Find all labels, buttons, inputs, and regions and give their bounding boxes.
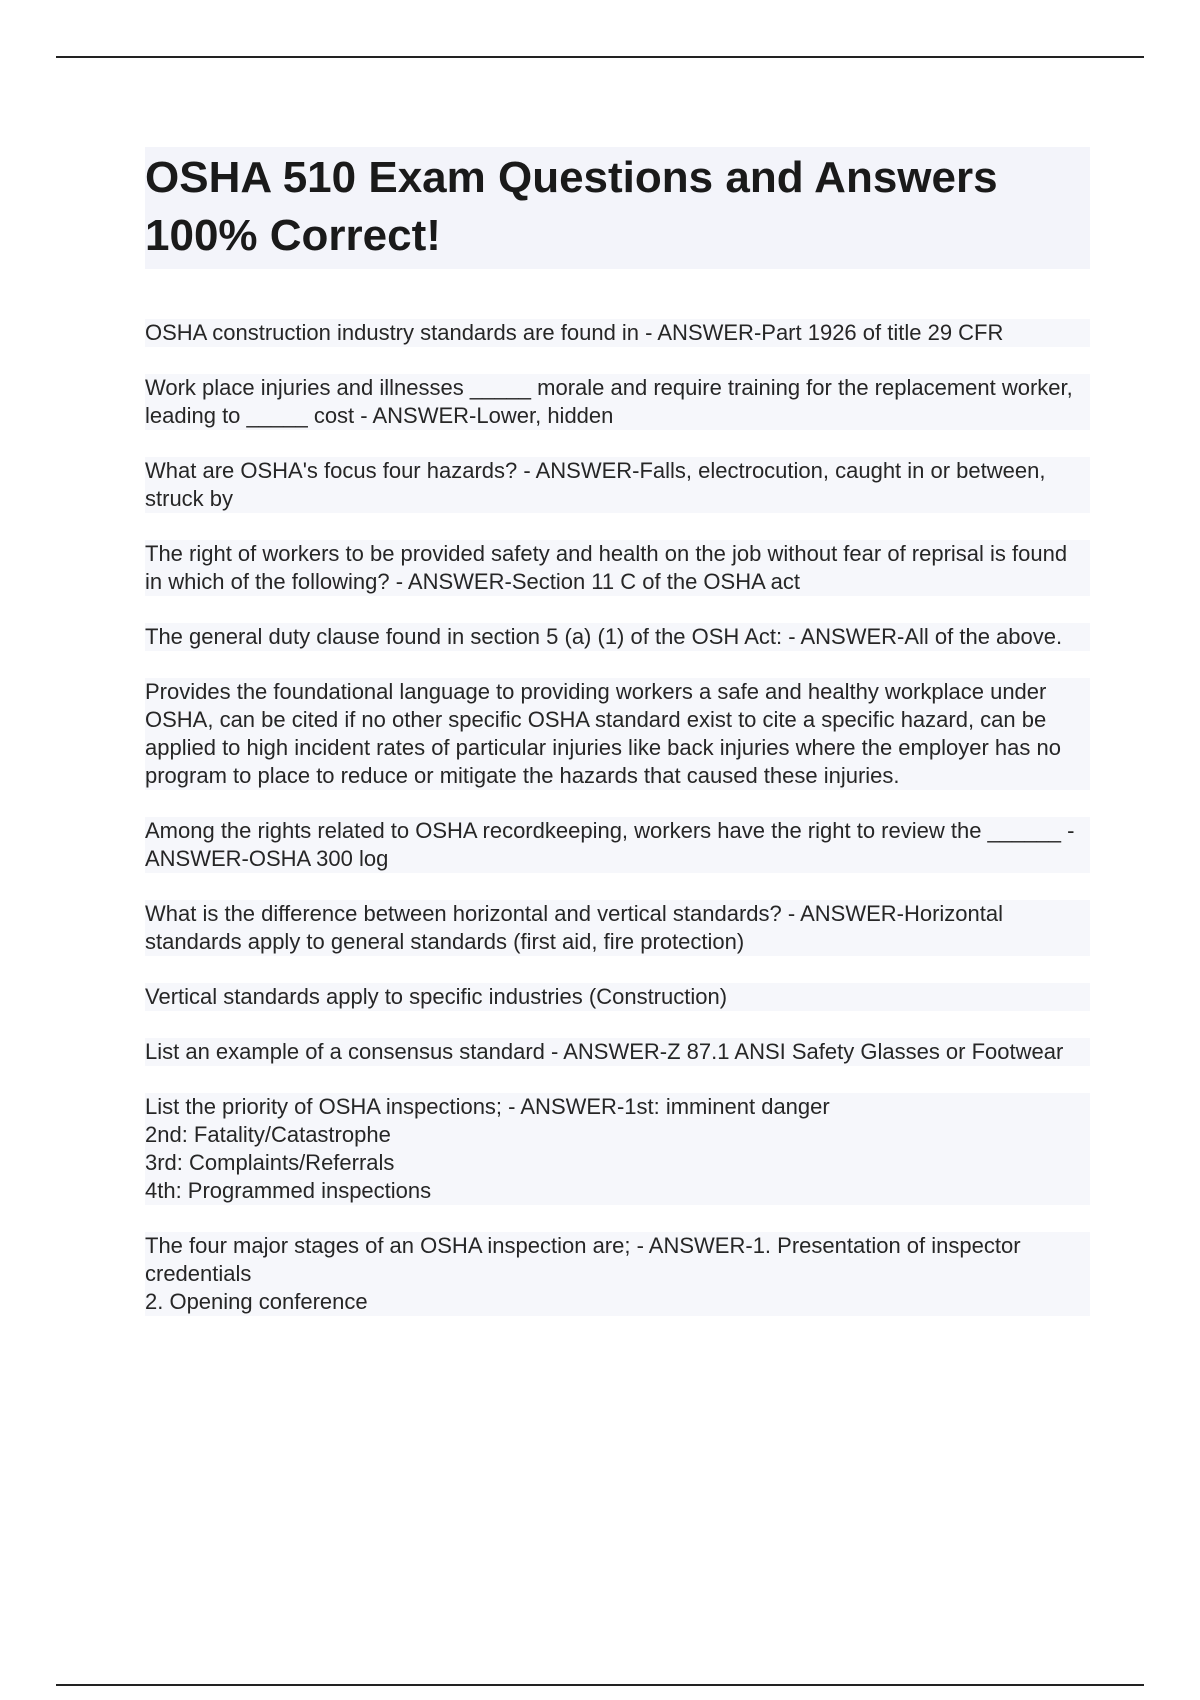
qa-entry: The right of workers to be provided safety and health on the job without fear of reprisal is found in which of the following? - ANSWER-Section 11 C of the OSHA act (145, 540, 1090, 596)
qa-entry: What are OSHA's focus four hazards? - ANSWER-Falls, electrocution, caught in or between, struck by (145, 457, 1090, 513)
title-line-1: OSHA 510 Exam Questions and Answers (145, 153, 998, 202)
qa-entry: The four major stages of an OSHA inspection are; - ANSWER-1. Presentation of inspector credentials 2. Opening conference (145, 1232, 1090, 1316)
document-body (145, 147, 1090, 1343)
qa-entry: List an example of a consensus standard - ANSWER-Z 87.1 ANSI Safety Glasses or Footwear (145, 1038, 1090, 1066)
qa-entry: Provides the foundational language to providing workers a safe and healthy workplace under OSHA, can be cited if no other specific OSHA standard exist to cite a specific hazard, can be applied to high incident rates of particular injuries like back injuries where the employer has no program to place to reduce or mitigate the hazards that caused these injuries. (145, 678, 1090, 790)
qa-entry: The general duty clause found in section 5 (a) (1) of the OSH Act: - ANSWER-All of the above. (145, 623, 1090, 651)
page-title (145, 149, 1086, 265)
qa-entry: What is the difference between horizontal and vertical standards? - ANSWER-Horizontal standards apply to general standards (first aid, fire protection) (145, 900, 1090, 956)
footer-rule (56, 1684, 1144, 1686)
title-line-2: 100% Correct! (145, 211, 441, 260)
qa-entry: OSHA construction industry standards are found in - ANSWER-Part 1926 of title 29 CFR (145, 319, 1090, 347)
header-rule (56, 56, 1144, 58)
qa-entry: Among the rights related to OSHA recordkeeping, workers have the right to review the ______ - ANSWER-OSHA 300 log (145, 817, 1090, 873)
title-block (145, 147, 1090, 269)
qa-entry: Vertical standards apply to specific industries (Construction) (145, 983, 1090, 1011)
qa-entry: Work place injuries and illnesses _____ morale and require training for the replacement worker, leading to _____ cost - ANSWER-Lower, hidden (145, 374, 1090, 430)
qa-entry: List the priority of OSHA inspections; - ANSWER-1st: imminent danger 2nd: Fatality/Catastrophe 3rd: Complaints/Referrals 4th: Programmed inspections (145, 1093, 1090, 1205)
